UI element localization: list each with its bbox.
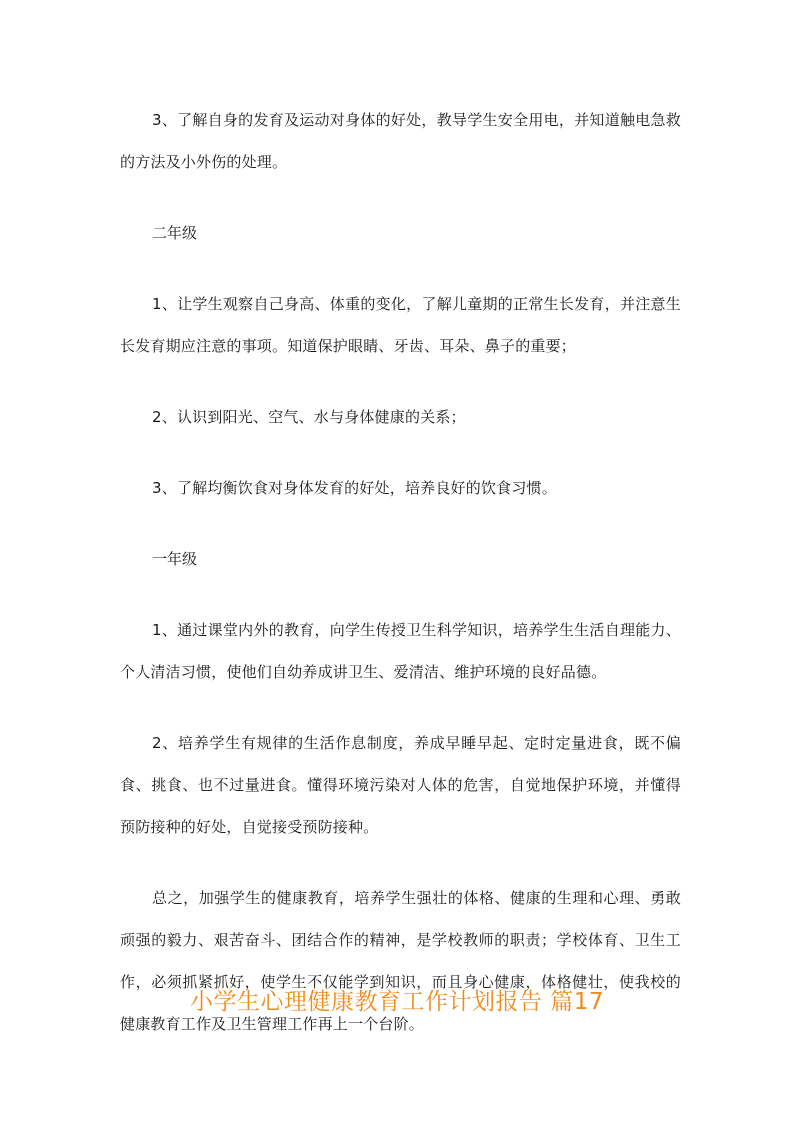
grade-heading-first-grade: 一年级 [152, 550, 198, 568]
paragraph-second-grade-item-3: 3、了解均衡饮食对身体发育的好处，培养良好的饮食习惯。 [152, 479, 557, 497]
paragraph-conclusion: 总之，加强学生的健康教育，培养学生强壮的体格、健康的生理和心理、勇敢顽强的毅力、艰苦奋斗、团结合作的精神，是学校教师的职责；学校体育、卫生工作，必须抓紧抓好，使学生不仅能学到知识，而且身心健康，体格健壮，使我校的健康教育工作及卫生管理工作再上一个台阶。 [120, 889, 681, 1033]
paragraph-second-grade-item-1: 1、让学生观察自己身高、体重的变化，了解儿童期的正常生长发育，并注意生长发育期应注意的事项。知道保护眼睛、牙齿、耳朵、鼻子的重要； [120, 295, 681, 355]
paragraph-item-3-first-grade-level: 3、了解自身的发育及运动对身体的好处，教导学生安全用电，并知道触电急救的方法及小外伤的处理。 [120, 111, 681, 171]
paragraph-first-grade-item-2: 2、培养学生有规律的生活作息制度，养成早睡早起、定时定量进食，既不偏食、挑食、也不过量进食。懂得环境污染对人体的危害，自觉地保护环境，并懂得预防接种的好处，自觉接受预防接种。 [120, 734, 681, 836]
section-heading: 小学生心理健康教育工作计划报告 篇17 [189, 989, 605, 1015]
paragraph-first-grade-item-1: 1、通过课堂内外的教育，向学生传授卫生科学知识，培养学生生活自理能力、个人清洁习惯，使他们自幼养成讲卫生、爱清洁、维护环境的良好品德。 [120, 621, 681, 681]
grade-heading-second-grade: 二年级 [152, 224, 198, 242]
paragraph-second-grade-item-2: 2、认识到阳光、空气、水与身体健康的关系； [152, 408, 466, 426]
